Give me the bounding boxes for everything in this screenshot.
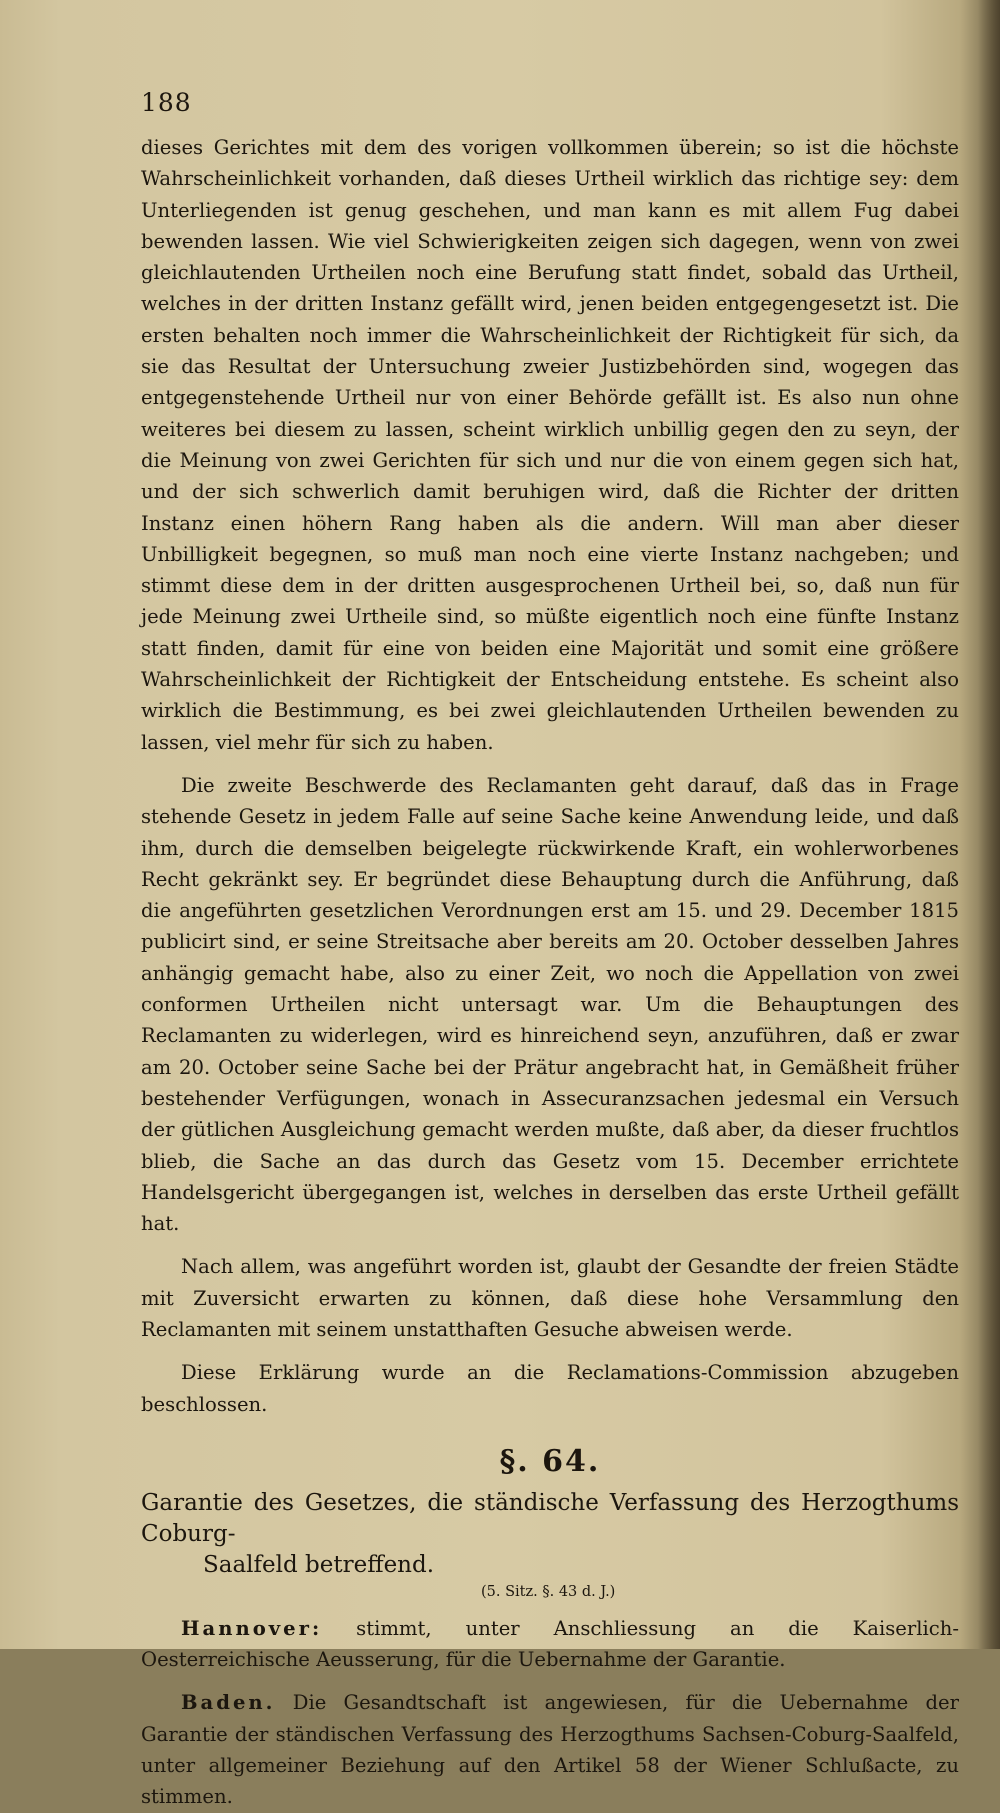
section-number: §. 64.: [499, 1443, 601, 1479]
vote-speaker-baden: Baden.: [181, 1691, 276, 1715]
paragraph-second-complaint: Die zweite Beschwerde des Reclamanten geht darauf, daß das in Frage stehende Gesetz in jedem Falle auf seine Sache keine Anwendung leide, und daß ihm, durch die demselben beigelegte rückwirkende Kraft, ein wohlerworbenes Recht gekränkt sey. Er begründet diese Behauptung durch die Anführung, daß die angeführten gesetzlichen Verordnungen erst am 15. und 29. December 1815 publicirt sind, er seine Streitsache aber bereits am 20. October desselben Jahres anhängig gemacht habe, also zu einer Zeit, wo noch die Appellation von zwei conformen Urtheilen nicht untersagt war. Um die Behauptungen des Reclamanten zu widerlegen, wird es hinreichend seyn, anzuführen, daß er zwar am 20. October seine Sache bei der Prätur angebracht hat, in Gemäßheit früher bestehender Verfügungen, wonach in Assecuranzsachen jedesmal ein Versuch der gütlichen Ausgleichung gemacht werden mußte, daß aber, da dieser fruchtlos blieb, die Sache an das durch das Gesetz vom 15. December errichtete Handelsgericht übergegangen ist, welches in derselben das erste Urtheil gefällt hat.: [141, 773, 959, 1236]
vote-baden: [141, 1687, 959, 1812]
vote-speaker-hannover: Hannover:: [181, 1616, 323, 1640]
vote-text-baden: Die Gesandtschaft ist angewiesen, für die Uebernahme der Garantie der ständischen Verfassung des Herzogthums Sachsen-Coburg-Saalfeld, unter allgemeiner Beziehung auf den Artikel 58 der Wiener Schlußacte, zu stimmen.: [141, 1691, 959, 1809]
page-edge-shadow: [978, 0, 1000, 1649]
vote-text-hannover: stimmt, unter Anschliessung an die Kaiserlich-Oesterreichische Aeusserung, für die Uebernahme der Garantie.: [141, 1616, 959, 1672]
section-reference: (5. Sitz. §. 43 d. J.): [481, 1583, 616, 1600]
page-number: 188: [141, 88, 192, 117]
section-title-line-1: Garantie des Gesetzes, die ständische Verfassung des Herzogthums Coburg-: [141, 1489, 959, 1547]
vote-hannover: [141, 1613, 959, 1676]
section-title-line-2: Saalfeld betreffend.: [203, 1551, 435, 1578]
paragraph-continued: dieses Gerichtes mit dem des vorigen vollkommen überein; so ist die höchste Wahrscheinlichkeit vorhanden, daß dieses Urtheil wirklich das richtige sey: dem Unterliegenden ist genug geschehen, und man kann es mit allem Fug dabei bewenden lassen. Wie viel Schwierigkeiten zeigen sich dagegen, wenn von zwei gleichlautenden Urtheilen noch eine Berufung statt findet, sobald das Urtheil, welches in der dritten Instanz gefällt wird, jenen beiden entgegengesetzt ist. Die ersten behalten noch immer die Wahrscheinlichkeit der Richtigkeit für sich, da sie das Resultat der Untersuchung zweier Justizbehörden sind, wogegen das entgegenstehende Urtheil nur von einer Behörde gefällt ist. Es also nun ohne weiteres bei diesem zu lassen, scheint wirklich unbillig gegen den zu seyn, der die Meinung von zwei Gerichten für sich und nur die von einem gegen sich hat, und der sich schwerlich damit beruhigen wird, daß die Richter der dritten Instanz einen höhern Rang haben als die andern. Will man aber dieser Unbilligkeit begegnen, so muß man noch eine vierte Instanz nachgeben; und stimmt diese dem in der dritten ausgesprochenen Urtheil bei, so, daß nun für jede Meinung zwei Urtheile sind, so müßte eigentlich noch eine fünfte Instanz statt finden, damit für eine von beiden eine Majorität und somit eine größere Wahrscheinlichkeit der Richtigkeit der Entscheidung entstehe. Es scheint also wirklich die Bestimmung, es bei zwei gleichlautenden Urtheilen bewenden zu lassen, viel mehr für sich zu haben.: [141, 136, 959, 754]
paragraph-resolution: Diese Erklärung wurde an die Reclamations-Commission abzugeben beschlossen.: [141, 1361, 959, 1416]
section-title: [141, 1488, 959, 1581]
paragraph-conclusion: Nach allem, was angeführt worden ist, glaubt der Gesandte der freien Städte mit Zuversicht erwarten zu können, daß diese hohe Versammlung den Reclamanten mit seinem unstatthaften Gesuche abweisen werde.: [141, 1255, 959, 1341]
page-content: [141, 132, 959, 1813]
